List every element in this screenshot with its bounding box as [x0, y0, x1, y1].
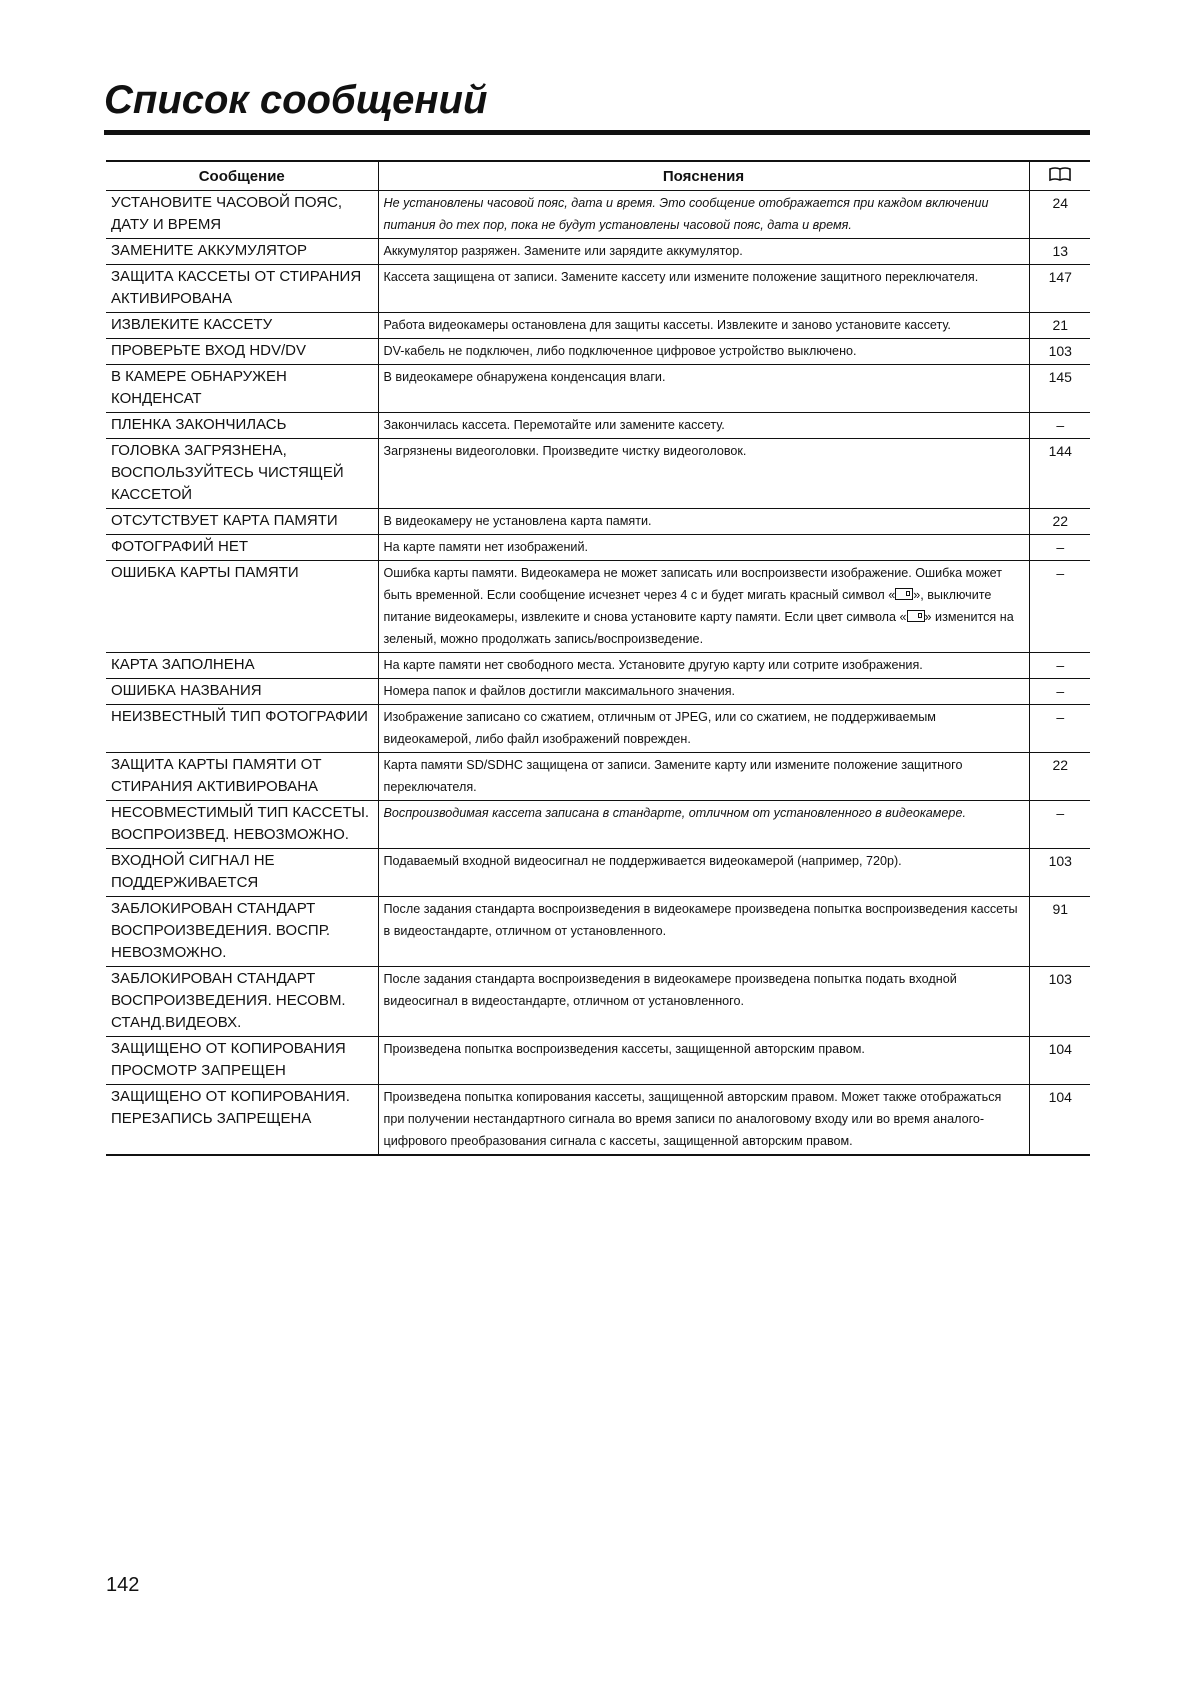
table-row: [106, 897, 1090, 967]
header-explanation: Пояснения: [378, 161, 1029, 191]
message-cell: НЕСОВМЕСТИМЫЙ ТИП КАССЕТЫ. ВОСПРОИЗВЕД. НЕВОЗМОЖНО.: [106, 801, 378, 849]
table-row: [106, 561, 1090, 653]
message-cell: ЗАМЕНИТЕ АККУМУЛЯТОР: [106, 239, 378, 265]
table-row: [106, 967, 1090, 1037]
page-ref-cell: 104: [1029, 1037, 1090, 1085]
explanation-cell: Произведена попытка воспроизведения кассеты, защищенной авторским правом.: [378, 1037, 1029, 1085]
page-ref-cell: –: [1029, 653, 1090, 679]
page-title: Список сообщений: [104, 78, 488, 122]
table-row: [106, 191, 1090, 239]
message-cell: УСТАНОВИТЕ ЧАСОВОЙ ПОЯС, ДАТУ И ВРЕМЯ: [106, 191, 378, 239]
table-row: [106, 653, 1090, 679]
page-ref-cell: 13: [1029, 239, 1090, 265]
explanation-cell: Аккумулятор разряжен. Замените или зарядите аккумулятор.: [378, 239, 1029, 265]
explanation-cell: Карта памяти SD/SDHC защищена от записи. Замените карту или измените положение защитного переключателя.: [378, 753, 1029, 801]
page-ref-cell: 103: [1029, 849, 1090, 897]
table-row: [106, 679, 1090, 705]
page-ref-cell: 91: [1029, 897, 1090, 967]
table-row: [106, 801, 1090, 849]
explanation-cell: Подаваемый входной видеосигнал не поддерживается видеокамерой (например, 720p).: [378, 849, 1029, 897]
explanation-cell: DV-кабель не подключен, либо подключенное цифровое устройство выключено.: [378, 339, 1029, 365]
page-ref-cell: –: [1029, 801, 1090, 849]
explanation-cell: Воспроизводимая кассета записана в стандарте, отличном от установленного в видеокамере.: [378, 801, 1029, 849]
message-cell: ЗАБЛОКИРОВАН СТАНДАРТ ВОСПРОИЗВЕДЕНИЯ. НЕСОВМ. СТАНД.ВИДЕОВХ.: [106, 967, 378, 1037]
memory-card-icon: [907, 610, 925, 622]
page-ref-cell: –: [1029, 413, 1090, 439]
explanation-cell: В видеокамеру не установлена карта памяти.: [378, 509, 1029, 535]
explanation-cell: [378, 561, 1029, 653]
explanation-text: » изменится на зеленый, можно продолжать запись/воспроизведение.: [383, 610, 1014, 646]
explanation-cell: После задания стандарта воспроизведения в видеокамере произведена попытка подать входной видеосигнал в видеостандарте, отличном от установленного.: [378, 967, 1029, 1037]
page-ref-cell: 21: [1029, 313, 1090, 339]
page-ref-cell: 145: [1029, 365, 1090, 413]
explanation-cell: В видеокамере обнаружена конденсация влаги.: [378, 365, 1029, 413]
table-row: [106, 439, 1090, 509]
table-row: [106, 365, 1090, 413]
page-ref-cell: 103: [1029, 339, 1090, 365]
table-row: [106, 535, 1090, 561]
page-ref-cell: –: [1029, 535, 1090, 561]
message-cell: ЗАЩИТА КАРТЫ ПАМЯТИ ОТ СТИРАНИЯ АКТИВИРОВАНА: [106, 753, 378, 801]
message-cell: ПЛЕНКА ЗАКОНЧИЛАСЬ: [106, 413, 378, 439]
table-row: [106, 1037, 1090, 1085]
message-cell: ФОТОГРАФИЙ НЕТ: [106, 535, 378, 561]
explanation-cell: Работа видеокамеры остановлена для защиты кассеты. Извлеките и заново установите кассету.: [378, 313, 1029, 339]
header-message: Сообщение: [106, 161, 378, 191]
explanation-text: », выключите питание видеокамеры, извлеките и снова установите карту памяти. Если цвет символа «: [383, 588, 992, 624]
table-row: [106, 705, 1090, 753]
page-ref-cell: –: [1029, 561, 1090, 653]
explanation-cell: После задания стандарта воспроизведения в видеокамере произведена попытка воспроизведения кассеты в видеостандарте, отличном от установленного.: [378, 897, 1029, 967]
page-ref-cell: 103: [1029, 967, 1090, 1037]
table-row: [106, 849, 1090, 897]
message-cell: ИЗВЛЕКИТЕ КАССЕТУ: [106, 313, 378, 339]
page-number: 142: [106, 1574, 140, 1596]
table-row: [106, 239, 1090, 265]
message-cell: ПРОВЕРЬТЕ ВХОД HDV/DV: [106, 339, 378, 365]
message-cell: ГОЛОВКА ЗАГРЯЗНЕНА, ВОСПОЛЬЗУЙТЕСЬ ЧИСТЯЩЕЙ КАССЕТОЙ: [106, 439, 378, 509]
page-ref-cell: 144: [1029, 439, 1090, 509]
explanation-cell: Произведена попытка копирования кассеты, защищенной авторским правом. Может также отображаться при получении нестандартного сигнала во время записи по аналоговому входу или во время аналого-цифрового преобразования сигнала с кассеты, защищенной авторским правом.: [378, 1085, 1029, 1156]
header-page: [1029, 161, 1090, 191]
memory-card-icon: [895, 588, 913, 600]
page-ref-cell: –: [1029, 679, 1090, 705]
table-row: [106, 1085, 1090, 1156]
page-ref-cell: 24: [1029, 191, 1090, 239]
message-cell: ОШИБКА НАЗВАНИЯ: [106, 679, 378, 705]
explanation-cell: Закончилась кассета. Перемотайте или замените кассету.: [378, 413, 1029, 439]
message-cell: ЗАЩИЩЕНО ОТ КОПИРОВАНИЯ. ПЕРЕЗАПИСЬ ЗАПРЕЩЕНА: [106, 1085, 378, 1156]
explanation-cell: На карте памяти нет свободного места. Установите другую карту или сотрите изображения.: [378, 653, 1029, 679]
table-header-row: [106, 161, 1090, 191]
message-cell: В КАМЕРЕ ОБНАРУЖЕН КОНДЕНСАТ: [106, 365, 378, 413]
message-cell: ЗАЩИЩЕНО ОТ КОПИРОВАНИЯ ПРОСМОТР ЗАПРЕЩЕН: [106, 1037, 378, 1085]
title-rule: [104, 130, 1090, 135]
explanation-cell: На карте памяти нет изображений.: [378, 535, 1029, 561]
message-cell: КАРТА ЗАПОЛНЕНА: [106, 653, 378, 679]
explanation-cell: Кассета защищена от записи. Замените кассету или измените положение защитного переключателя.: [378, 265, 1029, 313]
table-row: [106, 265, 1090, 313]
table-row: [106, 413, 1090, 439]
page-ref-cell: 147: [1029, 265, 1090, 313]
message-cell: ЗАЩИТА КАССЕТЫ ОТ СТИРАНИЯ АКТИВИРОВАНА: [106, 265, 378, 313]
message-cell: ОТСУТСТВУЕТ КАРТА ПАМЯТИ: [106, 509, 378, 535]
book-icon: [1049, 166, 1071, 186]
table-row: [106, 753, 1090, 801]
explanation-cell: Не установлены часовой пояс, дата и время. Это сообщение отображается при каждом включении питания до тех пор, пока не будут установлены часовой пояс, дата и время.: [378, 191, 1029, 239]
message-cell: ВХОДНОЙ СИГНАЛ НЕ ПОДДЕРЖИВАЕТСЯ: [106, 849, 378, 897]
message-cell: НЕИЗВЕСТНЫЙ ТИП ФОТОГРАФИИ: [106, 705, 378, 753]
page-ref-cell: –: [1029, 705, 1090, 753]
page-ref-cell: 22: [1029, 753, 1090, 801]
message-cell: ОШИБКА КАРТЫ ПАМЯТИ: [106, 561, 378, 653]
explanation-cell: Изображение записано со сжатием, отличным от JPEG, или со сжатием, не поддерживаемым видеокамерой, либо файл изображений поврежден.: [378, 705, 1029, 753]
page-ref-cell: 22: [1029, 509, 1090, 535]
explanation-cell: Загрязнены видеоголовки. Произведите чистку видеоголовок.: [378, 439, 1029, 509]
table-row: [106, 509, 1090, 535]
page-ref-cell: 104: [1029, 1085, 1090, 1156]
explanation-text: Ошибка карты памяти. Видеокамера не может записать или воспроизвести изображение. Ошибка может быть временной. Если сообщение исчезнет через 4 с и будет мигать красный символ «: [383, 566, 1002, 602]
table-row: [106, 339, 1090, 365]
explanation-cell: Номера папок и файлов достигли максимального значения.: [378, 679, 1029, 705]
messages-table: [106, 160, 1090, 1156]
message-cell: ЗАБЛОКИРОВАН СТАНДАРТ ВОСПРОИЗВЕДЕНИЯ. ВОСПР. НЕВОЗМОЖНО.: [106, 897, 378, 967]
table-row: [106, 313, 1090, 339]
